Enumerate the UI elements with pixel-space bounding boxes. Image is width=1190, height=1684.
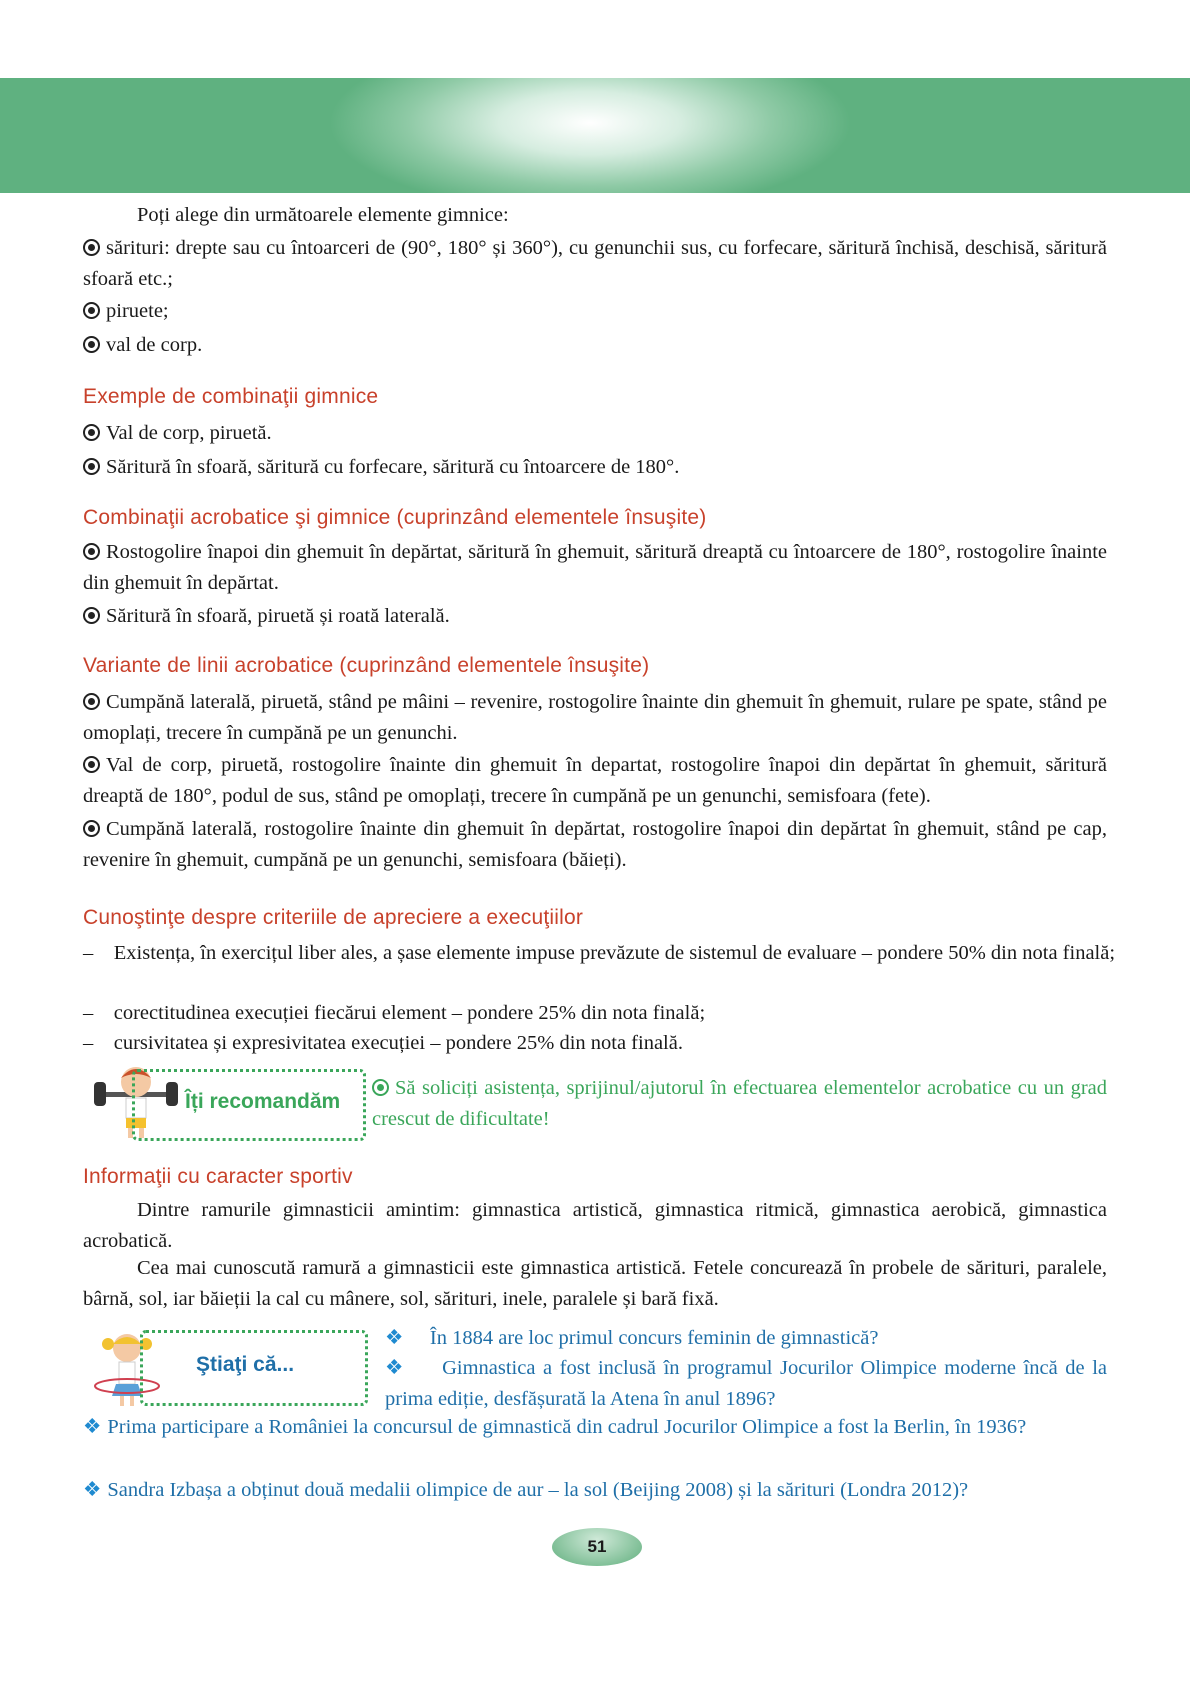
section-heading: Informaţii cu caracter sportiv	[83, 1165, 353, 1188]
section-heading: Cunoştinţe despre criteriile de apreciere a execuţiilor	[83, 906, 584, 929]
fact-item: ❖ Prima participare a României la concursul de gimnastică din cadrul Jocurilor Olimpice a fost la Berlin, în 1936?	[83, 1416, 1027, 1438]
page-number: 51	[552, 1528, 642, 1566]
list-item: sărituri: drepte sau cu întoarceri de (90°, 180° și 360°), cu genunchii sus, cu forfecare, săritură închisă, deschisă, săritură sfoară etc.;	[83, 237, 1107, 290]
diamond-bullet-icon: ❖	[385, 1327, 404, 1349]
list-item: Rostogolire înapoi din ghemuit în depărtat, săritură în ghemuit, săritură dreaptă cu întoarcere de 180°, rostogolire înainte din ghemuit în depărtat.	[83, 541, 1107, 594]
ball-icon	[83, 336, 100, 353]
section-heading: Combinaţii acrobatice şi gimnice (cuprinzând elementele însuşite)	[83, 506, 707, 529]
ball-icon	[83, 543, 100, 560]
section-heading: Exemple de combinaţii gimnice	[83, 385, 379, 408]
ball-icon	[83, 458, 100, 475]
diamond-bullet-icon: ❖	[385, 1357, 406, 1379]
list-item: – Existența, în exercițul liber ales, a șase elemente impuse prevăzute de sistemul de evaluare – pondere 50% din nota finală;	[83, 942, 1116, 964]
ball-icon	[83, 424, 100, 441]
ball-icon	[372, 1079, 389, 1096]
list-item: Cumpănă laterală, rostogolire înainte din ghemuit în depărtat, rostogolire înapoi din depărtat în ghemuit, stând pe cap, revenire în ghemuit, cumpănă pe un genunchi, semisfoara (băieți).	[83, 818, 1107, 871]
ball-icon	[83, 302, 100, 319]
list-item: piruete;	[83, 296, 1107, 327]
fact-item: ❖ Sandra Izbașa a obținut două medalii olimpice de aur – la sol (Beijing 2008) și la sărituri (Londra 2012)?	[83, 1479, 969, 1501]
ball-icon	[83, 820, 100, 837]
list-item: – corectitudinea execuției fiecărui element – pondere 25% din nota finală;	[83, 1002, 706, 1024]
ball-icon	[83, 239, 100, 256]
recommend-text: Să soliciți asistența, sprijinul/ajutorul în efectuarea elementelor acrobatice cu un grad crescut de dificultate!	[372, 1077, 1107, 1130]
ball-icon	[83, 756, 100, 773]
section-heading: Variante de linii acrobatice (cuprinzând elementele însuşite)	[83, 654, 650, 677]
intro-text: Poți alege din următoarele elemente gimnice:	[137, 204, 509, 226]
did-you-know-label: Ştiaţi că...	[196, 1353, 295, 1376]
ball-icon	[83, 693, 100, 710]
header-band	[0, 78, 1190, 193]
diamond-bullet-icon: ❖	[83, 1416, 102, 1438]
info-paragraph: Dintre ramurile gimnasticii amintim: gimnastica artistică, gimnastica ritmică, gimnastica aerobică, gimnastica acrobatică.	[83, 1199, 1107, 1252]
info-paragraph: Cea mai cunoscută ramură a gimnasticii este gimnastica artistică. Fetele concurează în probele de sărituri, paralele, bârnă, sol, iar băieții la cal cu mânere, sol, sărituri, inele, paralele și bară fixă.	[83, 1257, 1107, 1310]
ball-icon	[83, 607, 100, 624]
list-item: Val de corp, piruetă, rostogolire înainte din ghemuit în departat, rostogolire înapoi din depărtat în ghemuit, săritură dreaptă de 180°, podul de sus, stând pe omoplați, trecere în cumpănă pe un genunchi, semisfoara (fete).	[83, 754, 1107, 807]
recommend-label: Îți recomandăm	[185, 1090, 341, 1113]
list-item: Val de corp, piruetă.	[83, 418, 1107, 449]
list-item: val de corp.	[83, 330, 1107, 361]
fact-item: ❖ Gimnastica a fost inclusă în programul Jocurilor Olimpice moderne încă de la prima ediție, desfășurată la Atena în anul 1896?	[385, 1357, 1107, 1410]
fact-item: ❖ În 1884 are loc primul concurs feminin de gimnastică?	[385, 1327, 879, 1349]
list-item: Săritură în sfoară, piruetă și roată laterală.	[83, 601, 1107, 632]
list-item: Săritură în sfoară, săritură cu forfecare, săritură cu întoarcere de 180°.	[83, 452, 1107, 483]
list-item: – cursivitatea și expresivitatea execuției – pondere 25% din nota finală.	[83, 1032, 683, 1054]
list-item: Cumpănă laterală, piruetă, stând pe mâini – revenire, rostogolire înainte din ghemuit în ghemuit, rulare pe spate, stând pe omoplați, trecere în cumpănă pe un genunchi.	[83, 691, 1107, 744]
diamond-bullet-icon: ❖	[83, 1479, 102, 1501]
